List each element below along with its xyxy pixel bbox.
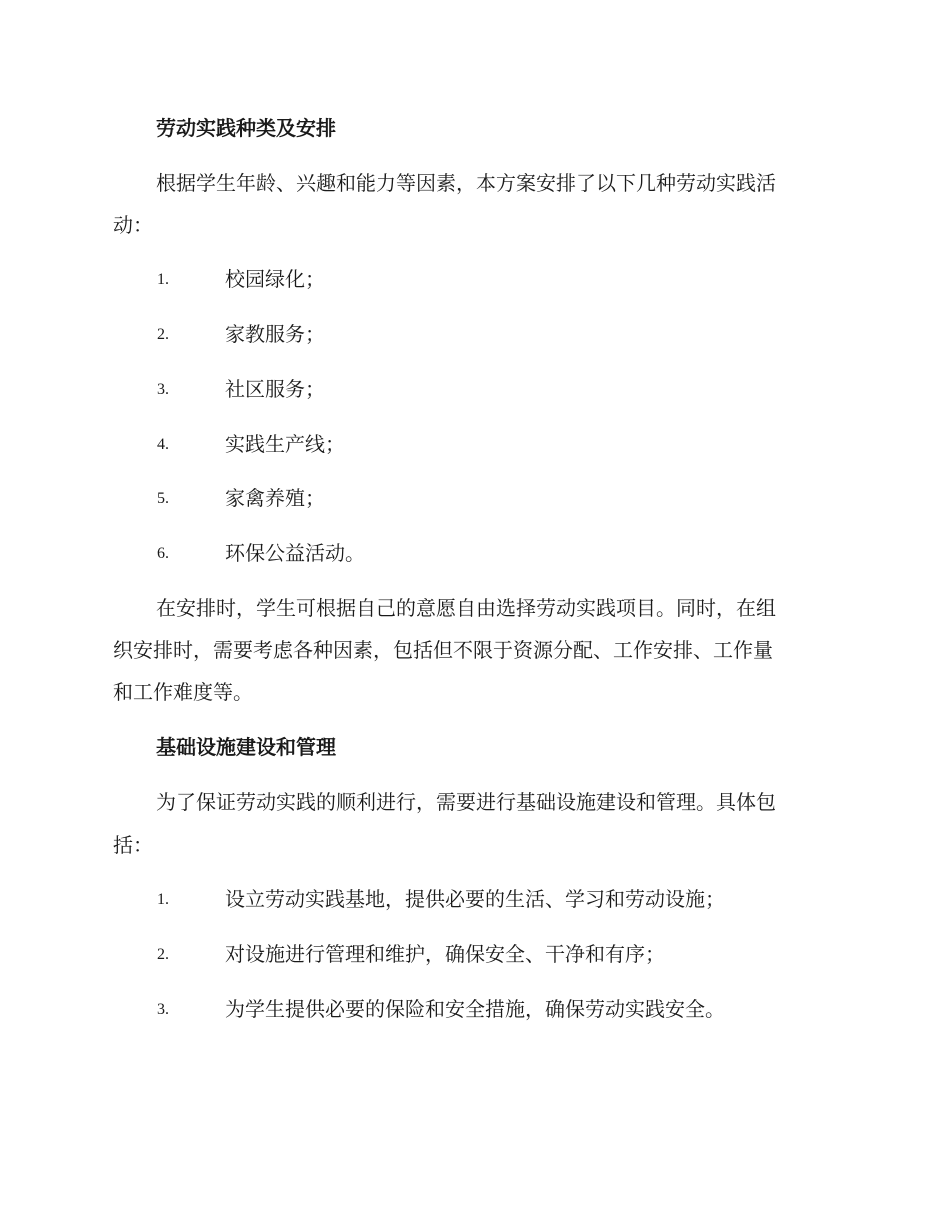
list-item: 为学生提供必要的保险和安全措施，确保劳动实践安全。 (225, 997, 725, 1021)
list-item-number: 2. (157, 946, 169, 963)
list-item-number: 3. (157, 1001, 169, 1018)
list-item-number: 5. (157, 490, 169, 507)
list-item: 环保公益活动。 (225, 541, 365, 565)
paragraph-line: 为了保证劳动实践的顺利进行，需要进行基础设施建设和管理。具体包 (156, 790, 776, 814)
list-item: 设立劳动实践基地，提供必要的生活、学习和劳动设施； (225, 887, 725, 911)
paragraph-line: 织安排时，需要考虑各种因素，包括但不限于资源分配、工作安排、工作量 (113, 638, 773, 662)
list-item: 实践生产线； (225, 432, 345, 456)
section-heading: 基础设施建设和管理 (156, 735, 336, 759)
paragraph-line: 在安排时，学生可根据自己的意愿自由选择劳动实践项目。同时，在组 (156, 596, 776, 620)
list-item-number: 4. (157, 436, 169, 453)
paragraph-line: 动： (113, 213, 153, 237)
list-item-number: 3. (157, 381, 169, 398)
paragraph-line: 根据学生年龄、兴趣和能力等因素，本方案安排了以下几种劳动实践活 (156, 171, 776, 195)
list-item-number: 6. (157, 545, 169, 562)
paragraph-line: 和工作难度等。 (113, 680, 253, 704)
list-item: 对设施进行管理和维护，确保安全、干净和有序； (225, 942, 665, 966)
list-item: 家教服务； (225, 322, 325, 346)
list-item: 家禽养殖； (225, 486, 325, 510)
list-item-number: 1. (157, 891, 169, 908)
list-item: 校园绿化； (225, 267, 325, 291)
paragraph-line: 括： (113, 833, 153, 857)
list-item: 社区服务； (225, 377, 325, 401)
list-item-number: 1. (157, 271, 169, 288)
list-item-number: 2. (157, 326, 169, 343)
section-heading: 劳动实践种类及安排 (156, 116, 336, 140)
